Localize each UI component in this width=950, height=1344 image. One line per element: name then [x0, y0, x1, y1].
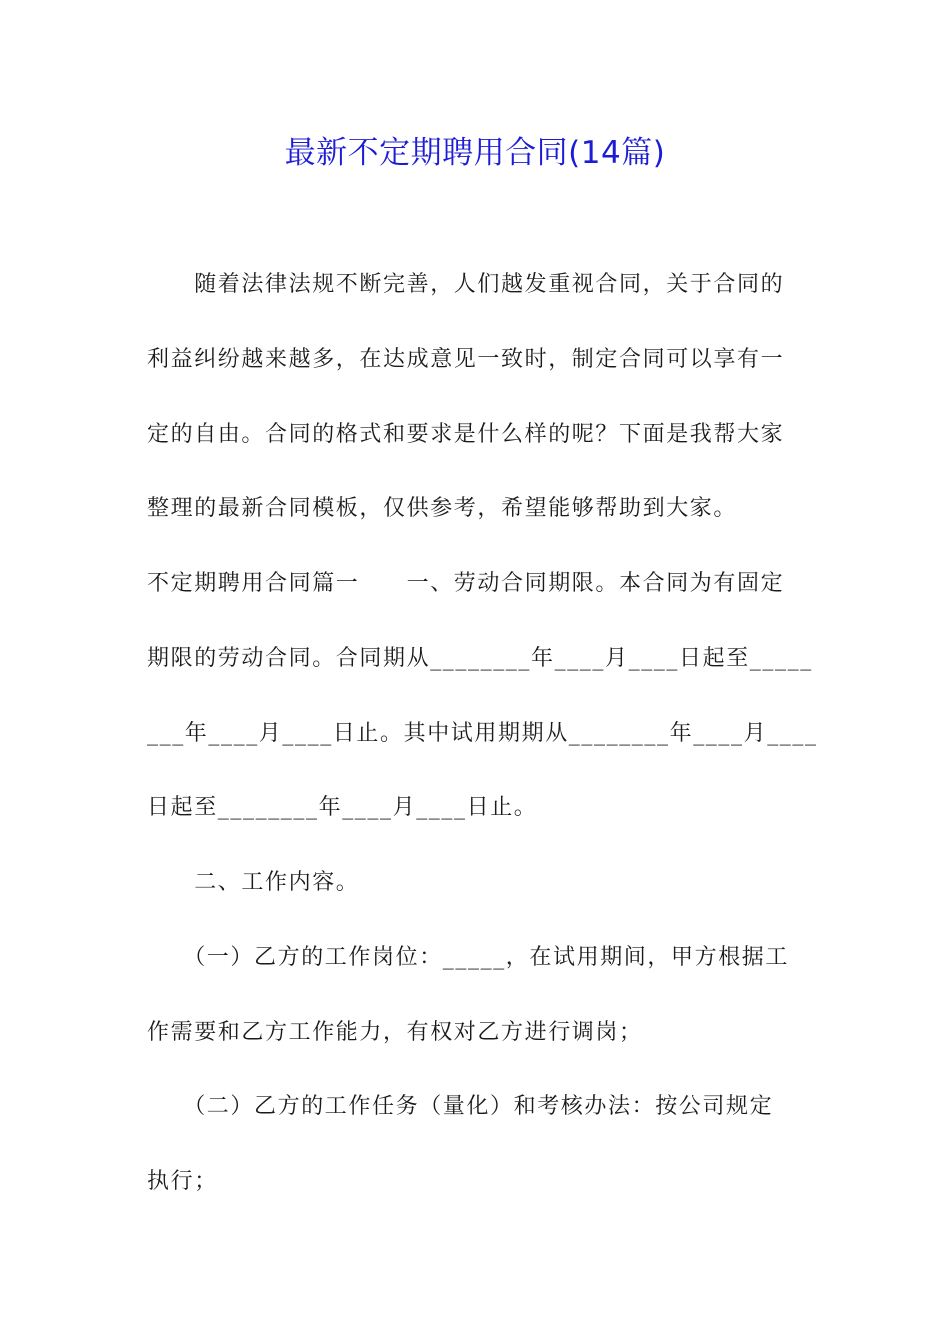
text-line: 定的自由。合同的格式和要求是什么样的呢？下面是我帮大家: [147, 422, 785, 447]
text-line: ___年____月____日止。其中试用期期从________年____月____: [147, 721, 818, 746]
text-line: 二、工作内容。: [147, 870, 360, 895]
text-line: （二）乙方的工作任务（量化）和考核办法：按公司规定: [147, 1094, 774, 1119]
text-line: 期限的劳动合同。合同期从________年____月____日起至_____: [147, 646, 813, 671]
text-line: （一）乙方的工作岗位：_____，在试用期间，甲方根据工: [147, 945, 790, 970]
text-line: 执行；: [147, 1169, 218, 1194]
text-line: 日起至________年____月____日止。: [147, 795, 538, 820]
text-line: 随着法律法规不断完善，人们越发重视合同，关于合同的: [147, 272, 785, 297]
text-line: 利益纠纷越来越多，在达成意见一致时，制定合同可以享有一: [147, 347, 785, 372]
text-line: 整理的最新合同模板，仅供参考，希望能够帮助到大家。: [147, 496, 738, 521]
text-line: 作需要和乙方工作能力，有权对乙方进行调岗；: [147, 1020, 643, 1045]
document-title: 最新不定期聘用合同(14篇): [284, 135, 666, 171]
text-line: 不定期聘用合同篇一 一、劳动合同期限。本合同为有固定: [147, 571, 785, 596]
